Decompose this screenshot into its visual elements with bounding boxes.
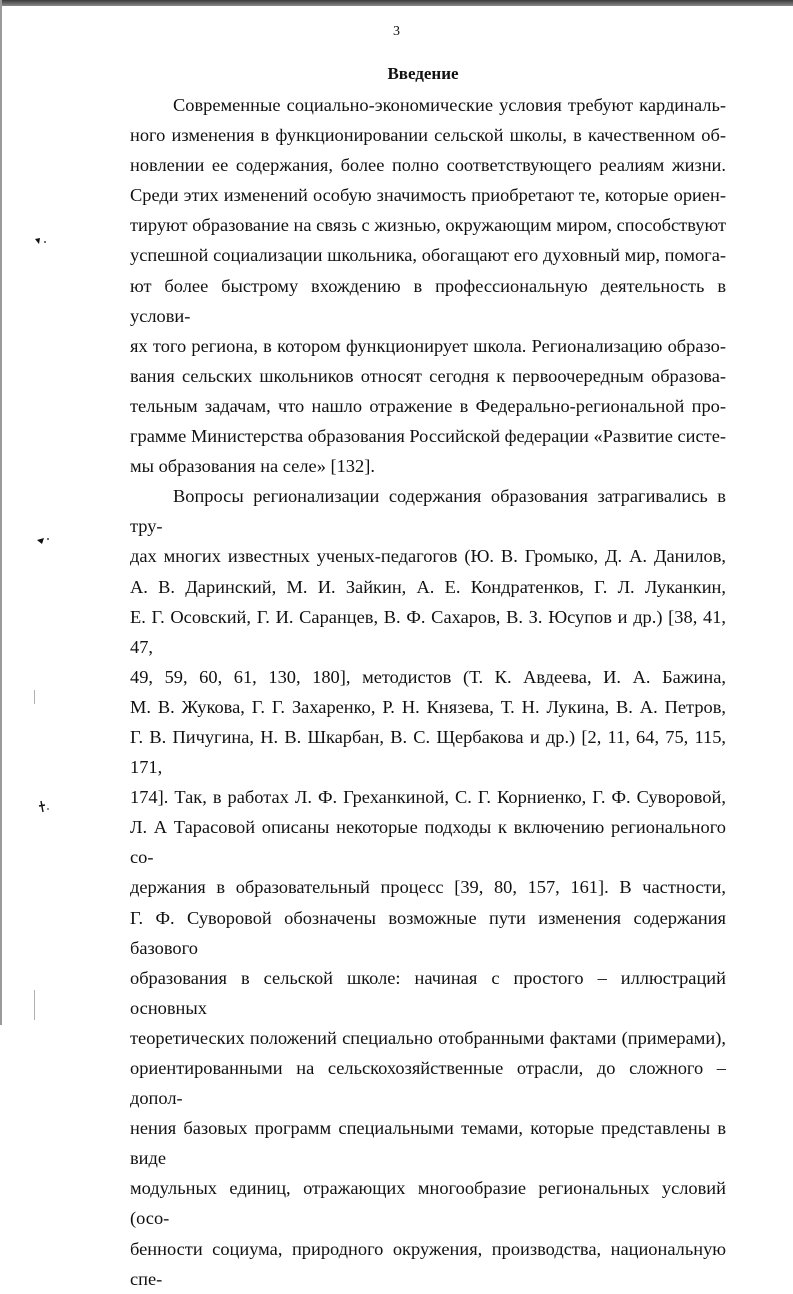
text-line: М. В. Жукова, Г. Г. Захаренко, Р. Н. Князева, Т. Н. Лукина, В. А. Петров, — [130, 696, 726, 717]
page-title: Введение — [387, 64, 459, 83]
text-line: бенности социума, природного окружения, производства, национальную спе- — [130, 1238, 726, 1289]
text-line: модульных единиц, отражающих многообразие региональных условий (осо- — [130, 1178, 726, 1229]
text-line: Вопросы регионализации содержания образования затрагивались в тру- — [130, 486, 726, 537]
paragraph-1 — [130, 90, 726, 481]
text-line: нения базовых программ специальными темами, которые представлены в виде — [130, 1118, 726, 1169]
text-line: образования в сельской школе: начиная с простого – иллюстраций основных — [130, 967, 726, 1018]
paragraph-2 — [130, 481, 726, 1294]
scan-speck-3 — [38, 800, 50, 814]
text-line: Л. А Тарасовой описаны некоторые подходы к включению регионального со- — [130, 817, 726, 868]
text-line: успешной социализации школьника, обогащают его духовный мир, помога- — [130, 245, 726, 266]
text-line: держания в образовательный процесс [39, 80, 157, 161]. В частности, — [130, 877, 726, 898]
scan-artifact-line — [34, 690, 35, 704]
text-line: теоретических положений специально отобранными фактами (примерами), — [130, 1027, 726, 1048]
text-line: мы образования на селе» [132]. — [130, 456, 375, 477]
document-body — [130, 90, 726, 1294]
scan-top-edge — [0, 0, 793, 6]
text-line: Е. Г. Осовский, Г. И. Саранцев, В. Ф. Сахаров, В. З. Юсупов и др.) [38, 41, 47, — [130, 606, 726, 657]
text-line: тируют образование на связь с жизнью, окружающим миром, способствуют — [130, 215, 726, 236]
text-line: тельным задачам, что нашло отражение в Федерально-региональной про- — [130, 395, 726, 416]
scan-artifact-line — [34, 990, 35, 1020]
page-number: 3 — [393, 24, 400, 39]
text-line: Современные социально-экономические условия требуют кардиналь- — [173, 95, 726, 115]
text-line: А. В. Даринский, М. И. Зайкин, А. Е. Кондратенков, Г. Л. Луканкин, — [130, 576, 726, 597]
text-line: новлении ее содержания, более полно соответствующего реалиям жизни. — [130, 155, 726, 176]
scan-left-edge — [0, 0, 2, 1025]
text-line: 174]. Так, в работах Л. Ф. Греханкиной, С. Г. Корниенко, Г. Ф. Суворовой, — [130, 787, 726, 808]
scan-speck-1 — [34, 236, 48, 246]
text-line: ют более быстрому вхождению в профессиональную деятельность в услови- — [130, 275, 726, 326]
scan-speck-2 — [36, 536, 50, 546]
text-line: Г. В. Пичугина, Н. В. Шкарбан, В. С. Щербакова и др.) [2, 11, 64, 75, 115, 171, — [130, 726, 726, 778]
text-line: ях того региона, в котором функционирует школа. Регионализацию образо- — [130, 335, 726, 356]
text-line: дах многих известных ученых-педагогов (Ю. В. Громыко, Д. А. Данилов, — [130, 546, 726, 567]
text-line: грамме Министерства образования Российской федерации «Развитие систе- — [130, 426, 726, 447]
text-line: 49, 59, 60, 61, 130, 180], методистов (Т. К. Авдеева, И. А. Бажина, — [130, 666, 726, 687]
text-line: Среди этих изменений особую значимость приобретают те, которые ориен- — [130, 185, 726, 206]
text-line: вания сельских школьников относят сегодня к первоочередным образова- — [130, 365, 726, 386]
text-line: ориентированными на сельскохозяйственные отрасли, до сложного – допол- — [130, 1058, 726, 1109]
text-line: ного изменения в функционировании сельской школы, в качественном об- — [130, 125, 726, 146]
text-line: Г. Ф. Суворовой обозначены возможные пути изменения содержания базового — [130, 907, 726, 958]
